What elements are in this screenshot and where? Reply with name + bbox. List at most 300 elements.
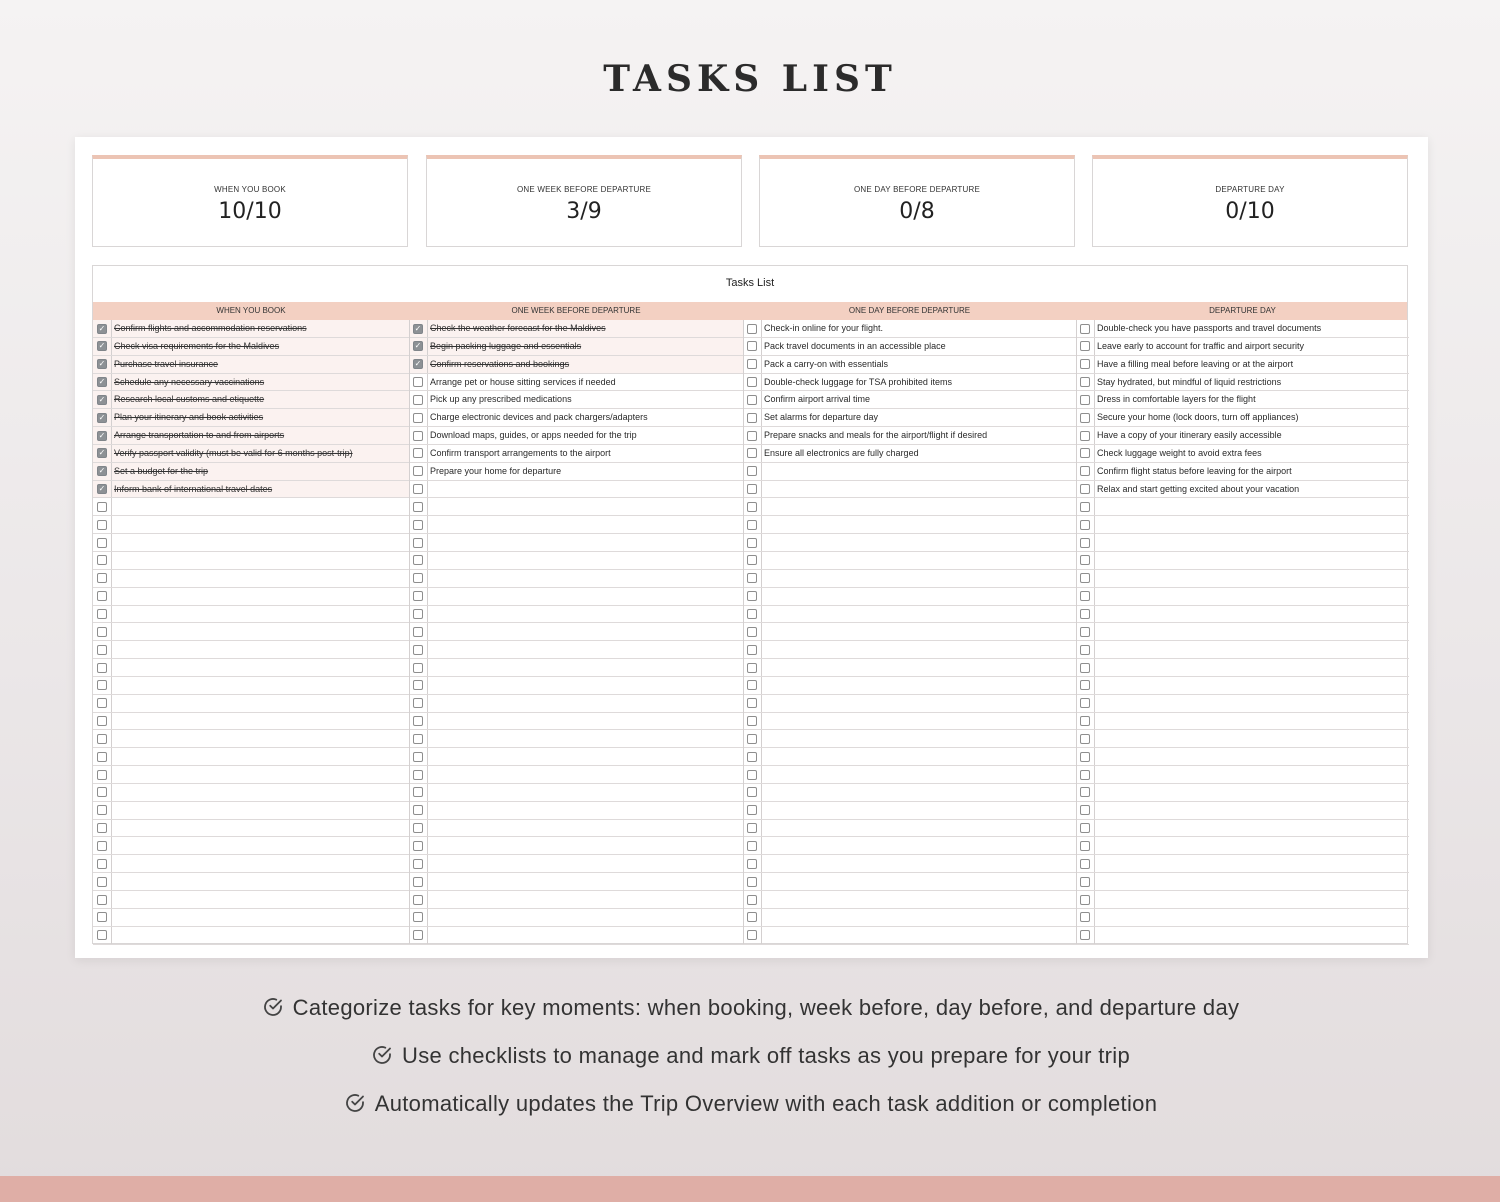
checkbox[interactable] (413, 591, 423, 601)
checkbox[interactable] (413, 645, 423, 655)
checkbox[interactable] (747, 377, 757, 387)
task-text[interactable]: Charge electronic devices and pack chargers/adapters (430, 412, 648, 423)
checkbox[interactable] (97, 912, 107, 922)
task-row[interactable] (93, 695, 409, 713)
task-row[interactable] (93, 606, 409, 624)
task-row[interactable] (409, 588, 743, 606)
task-row[interactable] (93, 552, 409, 570)
checkbox[interactable] (747, 609, 757, 619)
checkbox[interactable] (97, 520, 107, 530)
task-row[interactable] (1076, 659, 1409, 677)
task-row[interactable] (743, 927, 1076, 945)
task-row[interactable] (743, 713, 1076, 731)
checkbox[interactable] (747, 395, 757, 405)
task-row[interactable] (93, 891, 409, 909)
task-row[interactable] (743, 391, 1076, 409)
task-row[interactable] (743, 641, 1076, 659)
checkbox-checked[interactable]: ✓ (414, 323, 422, 333)
task-text[interactable]: Set alarms for departure day (764, 412, 879, 423)
checkbox-checked[interactable]: ✓ (98, 484, 106, 494)
checkbox[interactable] (747, 752, 757, 762)
checkbox[interactable] (1080, 466, 1090, 476)
checkbox-checked[interactable]: ✓ (98, 323, 106, 333)
task-text[interactable]: Check luggage weight to avoid extra fees (1097, 447, 1262, 458)
checkbox[interactable] (1080, 698, 1090, 708)
task-row[interactable] (409, 374, 743, 392)
task-row[interactable] (409, 927, 743, 945)
checkbox[interactable] (747, 930, 757, 940)
task-row[interactable] (409, 427, 743, 445)
task-row[interactable] (743, 463, 1076, 481)
task-text[interactable]: Arrange transportation to and from airports (114, 430, 285, 441)
task-row[interactable] (1076, 445, 1409, 463)
task-row[interactable] (743, 730, 1076, 748)
checkbox[interactable] (747, 520, 757, 530)
checkbox-checked[interactable]: ✓ (414, 341, 422, 351)
task-row[interactable] (93, 588, 409, 606)
checkbox[interactable] (747, 324, 757, 334)
checkbox[interactable] (1080, 538, 1090, 548)
checkbox[interactable] (1080, 823, 1090, 833)
task-row[interactable] (93, 730, 409, 748)
task-row[interactable] (409, 659, 743, 677)
task-text[interactable]: Confirm reservations and bookings (430, 358, 570, 369)
task-text[interactable]: Confirm transport arrangements to the airport (430, 447, 611, 458)
checkbox[interactable] (97, 680, 107, 690)
checkbox[interactable] (413, 573, 423, 583)
checkbox[interactable] (413, 448, 423, 458)
task-row[interactable] (743, 855, 1076, 873)
task-text[interactable]: Double-check you have passports and travel documents (1097, 323, 1322, 333)
checkbox[interactable] (1080, 734, 1090, 744)
task-row[interactable] (1076, 855, 1409, 873)
task-row[interactable] (1076, 730, 1409, 748)
task-row[interactable] (1076, 891, 1409, 909)
task-row[interactable] (409, 552, 743, 570)
task-row[interactable] (743, 338, 1076, 356)
task-text[interactable]: Purchase travel insurance (114, 358, 219, 369)
task-row[interactable] (1076, 356, 1409, 374)
checkbox[interactable] (413, 770, 423, 780)
task-row[interactable] (743, 356, 1076, 374)
task-row[interactable] (93, 338, 409, 356)
task-text[interactable]: Double-check luggage for TSA prohibited items (764, 376, 952, 387)
task-row[interactable] (409, 677, 743, 695)
checkbox[interactable] (747, 877, 757, 887)
task-text[interactable]: Set a budget for the trip (114, 465, 209, 476)
checkbox[interactable] (747, 805, 757, 815)
checkbox[interactable] (413, 680, 423, 690)
task-row[interactable] (93, 748, 409, 766)
task-row[interactable] (1076, 909, 1409, 927)
task-row[interactable] (409, 498, 743, 516)
checkbox[interactable] (413, 912, 423, 922)
task-row[interactable] (743, 588, 1076, 606)
task-row[interactable] (1076, 784, 1409, 802)
task-text[interactable]: Have a filling meal before leaving or at the airport (1097, 358, 1294, 369)
checkbox[interactable] (1080, 680, 1090, 690)
checkbox[interactable] (1080, 448, 1090, 458)
task-row[interactable] (743, 570, 1076, 588)
checkbox[interactable] (413, 787, 423, 797)
task-row[interactable] (743, 748, 1076, 766)
task-row[interactable] (1076, 498, 1409, 516)
task-row[interactable] (93, 713, 409, 731)
task-row[interactable] (409, 730, 743, 748)
task-row[interactable] (1076, 338, 1409, 356)
checkbox-checked[interactable]: ✓ (98, 341, 106, 351)
checkbox[interactable] (97, 609, 107, 619)
checkbox[interactable] (747, 341, 757, 351)
task-row[interactable] (743, 374, 1076, 392)
task-text[interactable]: Pack travel documents in an accessible place (764, 340, 946, 351)
task-row[interactable] (409, 356, 743, 374)
task-row[interactable] (93, 927, 409, 945)
checkbox[interactable] (413, 502, 423, 512)
task-row[interactable] (1076, 713, 1409, 731)
checkbox[interactable] (747, 484, 757, 494)
task-row[interactable] (93, 802, 409, 820)
task-text[interactable]: Leave early to account for traffic and airport security (1097, 340, 1304, 351)
checkbox[interactable] (747, 591, 757, 601)
task-row[interactable] (743, 498, 1076, 516)
task-text[interactable]: Pick up any prescribed medications (430, 394, 572, 405)
task-row[interactable] (1076, 641, 1409, 659)
checkbox[interactable] (97, 805, 107, 815)
task-row[interactable] (93, 873, 409, 891)
checkbox[interactable] (1080, 324, 1090, 334)
checkbox[interactable] (747, 823, 757, 833)
task-row[interactable] (743, 873, 1076, 891)
checkbox[interactable] (1080, 645, 1090, 655)
task-row[interactable] (409, 766, 743, 784)
task-text[interactable]: Ensure all electronics are fully charged (764, 447, 919, 458)
checkbox[interactable] (97, 841, 107, 851)
task-text[interactable]: Inform bank of international travel dates (114, 483, 273, 494)
checkbox[interactable] (747, 912, 757, 922)
task-row[interactable] (409, 713, 743, 731)
task-text[interactable]: Arrange pet or house sitting services if needed (430, 376, 616, 387)
task-row[interactable] (743, 677, 1076, 695)
checkbox[interactable] (97, 859, 107, 869)
checkbox[interactable] (1080, 770, 1090, 780)
checkbox[interactable] (413, 520, 423, 530)
task-row[interactable] (409, 855, 743, 873)
task-row[interactable] (93, 837, 409, 855)
task-row[interactable] (93, 534, 409, 552)
task-text[interactable]: Have a copy of your itinerary easily accessible (1097, 430, 1282, 441)
checkbox[interactable] (413, 663, 423, 673)
checkbox[interactable] (413, 627, 423, 637)
checkbox[interactable] (97, 502, 107, 512)
task-row[interactable] (93, 356, 409, 374)
checkbox[interactable] (747, 627, 757, 637)
task-text[interactable]: Secure your home (lock doors, turn off appliances) (1097, 412, 1299, 423)
checkbox[interactable] (1080, 627, 1090, 637)
task-row[interactable] (1076, 748, 1409, 766)
task-row[interactable] (743, 802, 1076, 820)
checkbox[interactable] (747, 502, 757, 512)
task-row[interactable] (93, 498, 409, 516)
task-row[interactable] (1076, 766, 1409, 784)
checkbox[interactable] (413, 698, 423, 708)
checkbox[interactable] (97, 555, 107, 565)
task-row[interactable] (93, 391, 409, 409)
task-text[interactable]: Confirm airport arrival time (764, 394, 871, 405)
checkbox[interactable] (1080, 502, 1090, 512)
task-row[interactable] (1076, 802, 1409, 820)
task-text[interactable]: Research local customs and etiquette (114, 394, 265, 405)
checkbox[interactable] (97, 591, 107, 601)
checkbox[interactable] (97, 698, 107, 708)
task-text[interactable]: Stay hydrated, but mindful of liquid restrictions (1097, 376, 1282, 387)
task-row[interactable] (1076, 606, 1409, 624)
task-row[interactable] (1076, 391, 1409, 409)
checkbox[interactable] (747, 841, 757, 851)
task-row[interactable] (1076, 677, 1409, 695)
checkbox[interactable] (413, 877, 423, 887)
checkbox[interactable] (97, 895, 107, 905)
checkbox[interactable] (97, 627, 107, 637)
checkbox[interactable] (1080, 859, 1090, 869)
task-row[interactable] (743, 820, 1076, 838)
checkbox[interactable] (413, 484, 423, 494)
task-row[interactable] (409, 570, 743, 588)
task-row[interactable] (409, 516, 743, 534)
checkbox[interactable] (747, 466, 757, 476)
checkbox[interactable] (413, 377, 423, 387)
task-row[interactable] (409, 820, 743, 838)
task-row[interactable] (409, 623, 743, 641)
task-text[interactable]: Schedule any necessary vaccinations (114, 376, 265, 387)
checkbox[interactable] (97, 823, 107, 833)
checkbox[interactable] (413, 752, 423, 762)
task-row[interactable] (93, 623, 409, 641)
checkbox[interactable] (413, 609, 423, 619)
task-row[interactable] (743, 516, 1076, 534)
task-row[interactable] (743, 481, 1076, 499)
task-row[interactable] (1076, 570, 1409, 588)
checkbox[interactable] (1080, 805, 1090, 815)
checkbox[interactable] (1080, 787, 1090, 797)
checkbox-checked[interactable]: ✓ (98, 412, 106, 422)
task-text[interactable]: Check the weather forecast for the Maldives (430, 323, 606, 333)
task-text[interactable]: Check-in online for your flight. (764, 323, 884, 333)
task-row[interactable] (409, 909, 743, 927)
checkbox[interactable] (747, 413, 757, 423)
checkbox[interactable] (97, 716, 107, 726)
task-row[interactable] (409, 873, 743, 891)
task-row[interactable] (93, 463, 409, 481)
task-row[interactable] (743, 659, 1076, 677)
task-row[interactable] (743, 784, 1076, 802)
checkbox[interactable] (747, 645, 757, 655)
checkbox[interactable] (1080, 912, 1090, 922)
task-text[interactable]: Confirm flight status before leaving for the airport (1097, 465, 1292, 476)
task-row[interactable] (93, 516, 409, 534)
checkbox[interactable] (747, 734, 757, 744)
task-row[interactable] (93, 677, 409, 695)
task-row[interactable] (1076, 873, 1409, 891)
task-row[interactable] (409, 641, 743, 659)
checkbox-checked[interactable]: ✓ (98, 394, 106, 404)
task-row[interactable] (409, 320, 743, 338)
checkbox[interactable] (1080, 895, 1090, 905)
checkbox[interactable] (747, 359, 757, 369)
task-row[interactable] (93, 481, 409, 499)
checkbox[interactable] (1080, 663, 1090, 673)
task-text[interactable]: Begin packing luggage and essentials (430, 340, 582, 351)
checkbox[interactable] (1080, 341, 1090, 351)
task-row[interactable] (93, 909, 409, 927)
task-row[interactable] (743, 445, 1076, 463)
checkbox[interactable] (747, 859, 757, 869)
checkbox[interactable] (1080, 841, 1090, 851)
checkbox[interactable] (413, 859, 423, 869)
task-row[interactable] (1076, 820, 1409, 838)
checkbox[interactable] (413, 716, 423, 726)
task-row[interactable] (1076, 623, 1409, 641)
task-row[interactable] (409, 784, 743, 802)
task-row[interactable] (1076, 534, 1409, 552)
task-row[interactable] (409, 837, 743, 855)
task-row[interactable] (743, 552, 1076, 570)
task-row[interactable] (93, 409, 409, 427)
task-row[interactable] (1076, 837, 1409, 855)
checkbox-checked[interactable]: ✓ (98, 377, 106, 387)
task-row[interactable] (93, 374, 409, 392)
task-row[interactable] (1076, 320, 1409, 338)
task-row[interactable] (743, 695, 1076, 713)
checkbox-checked[interactable]: ✓ (98, 448, 106, 458)
task-text[interactable]: Plan your itinerary and book activities (114, 412, 264, 423)
checkbox[interactable] (97, 930, 107, 940)
task-row[interactable] (1076, 427, 1409, 445)
task-row[interactable] (1076, 463, 1409, 481)
task-row[interactable] (743, 320, 1076, 338)
checkbox[interactable] (413, 413, 423, 423)
checkbox[interactable] (97, 734, 107, 744)
task-row[interactable] (743, 766, 1076, 784)
task-row[interactable] (93, 784, 409, 802)
task-row[interactable] (1076, 695, 1409, 713)
task-row[interactable] (1076, 588, 1409, 606)
task-text[interactable]: Dress in comfortable layers for the flight (1097, 394, 1256, 405)
task-row[interactable] (743, 427, 1076, 445)
task-row[interactable] (93, 427, 409, 445)
checkbox[interactable] (1080, 359, 1090, 369)
checkbox-checked[interactable]: ✓ (98, 359, 106, 369)
checkbox[interactable] (747, 431, 757, 441)
checkbox[interactable] (97, 752, 107, 762)
checkbox[interactable] (1080, 520, 1090, 530)
checkbox[interactable] (747, 698, 757, 708)
task-row[interactable] (93, 659, 409, 677)
task-text[interactable]: Prepare snacks and meals for the airport/flight if desired (764, 430, 988, 441)
task-row[interactable] (93, 445, 409, 463)
checkbox[interactable] (747, 555, 757, 565)
task-row[interactable] (409, 338, 743, 356)
task-row[interactable] (93, 766, 409, 784)
checkbox[interactable] (747, 716, 757, 726)
checkbox[interactable] (97, 787, 107, 797)
task-text[interactable]: Check visa requirements for the Maldives (114, 340, 280, 351)
task-row[interactable] (743, 891, 1076, 909)
task-text[interactable]: Verify passport validity (must be valid for 6 months post-trip) (114, 447, 353, 458)
task-row[interactable] (93, 320, 409, 338)
task-row[interactable] (409, 695, 743, 713)
checkbox[interactable] (97, 573, 107, 583)
task-row[interactable] (409, 802, 743, 820)
task-row[interactable] (409, 891, 743, 909)
checkbox[interactable] (413, 805, 423, 815)
checkbox[interactable] (413, 895, 423, 905)
checkbox[interactable] (1080, 413, 1090, 423)
task-row[interactable] (1076, 927, 1409, 945)
task-row[interactable] (1076, 552, 1409, 570)
checkbox[interactable] (747, 770, 757, 780)
task-row[interactable] (93, 641, 409, 659)
task-row[interactable] (743, 623, 1076, 641)
checkbox[interactable] (1080, 377, 1090, 387)
task-row[interactable] (743, 409, 1076, 427)
task-row[interactable] (93, 570, 409, 588)
task-row[interactable] (409, 748, 743, 766)
task-row[interactable] (409, 463, 743, 481)
checkbox[interactable] (747, 680, 757, 690)
checkbox[interactable] (747, 573, 757, 583)
checkbox[interactable] (1080, 484, 1090, 494)
checkbox-checked[interactable]: ✓ (98, 466, 106, 476)
checkbox[interactable] (97, 770, 107, 780)
task-row[interactable] (743, 837, 1076, 855)
checkbox[interactable] (1080, 431, 1090, 441)
task-text[interactable]: Confirm flights and accommodation reservations (114, 323, 307, 333)
checkbox[interactable] (1080, 591, 1090, 601)
checkbox[interactable] (413, 841, 423, 851)
task-row[interactable] (409, 391, 743, 409)
task-row[interactable] (409, 534, 743, 552)
task-row[interactable] (409, 606, 743, 624)
task-row[interactable] (409, 445, 743, 463)
checkbox[interactable] (97, 645, 107, 655)
checkbox[interactable] (747, 787, 757, 797)
checkbox[interactable] (413, 466, 423, 476)
checkbox[interactable] (1080, 716, 1090, 726)
checkbox[interactable] (747, 448, 757, 458)
checkbox[interactable] (747, 538, 757, 548)
task-row[interactable] (409, 481, 743, 499)
task-text[interactable]: Prepare your home for departure (430, 465, 562, 476)
checkbox[interactable] (1080, 877, 1090, 887)
checkbox[interactable] (747, 663, 757, 673)
checkbox[interactable] (1080, 752, 1090, 762)
task-row[interactable] (1076, 481, 1409, 499)
checkbox[interactable] (1080, 395, 1090, 405)
checkbox[interactable] (413, 930, 423, 940)
task-text[interactable]: Download maps, guides, or apps needed for the trip (430, 430, 637, 441)
checkbox[interactable] (413, 395, 423, 405)
task-row[interactable] (743, 534, 1076, 552)
checkbox[interactable] (413, 431, 423, 441)
checkbox[interactable] (413, 555, 423, 565)
task-row[interactable] (743, 606, 1076, 624)
checkbox[interactable] (1080, 573, 1090, 583)
checkbox[interactable] (747, 895, 757, 905)
checkbox[interactable] (1080, 609, 1090, 619)
task-row[interactable] (1076, 374, 1409, 392)
checkbox[interactable] (1080, 555, 1090, 565)
